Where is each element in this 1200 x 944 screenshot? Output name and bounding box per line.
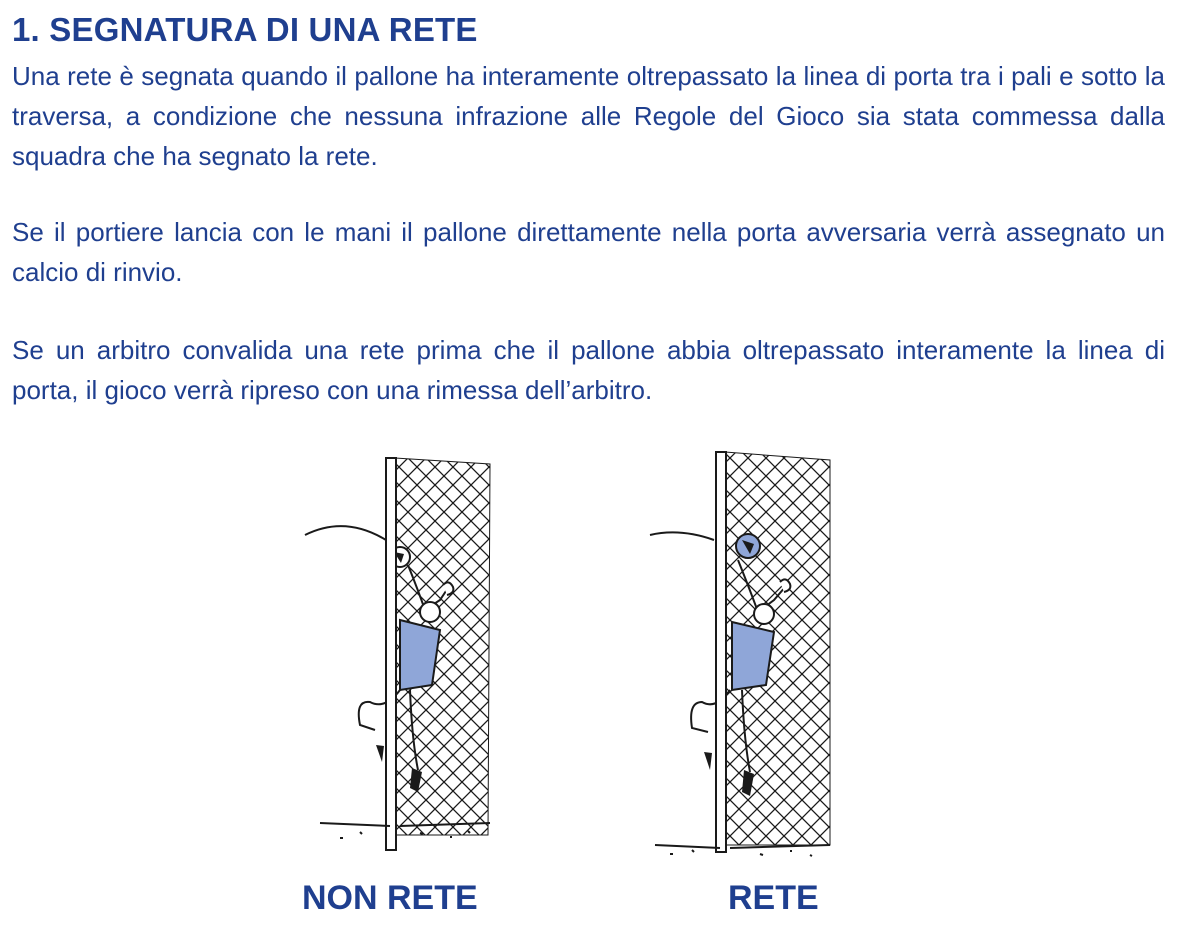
page-title: 1. SEGNATURA DI UNA RETE [12,11,478,48]
figure-no-goal [300,440,500,860]
goalkeeper-net-ball-inside-illustration-icon [640,440,840,860]
rule-paragraph-goal-scored: Una rete è segnata quando il pallone ha interamente oltrepassato la linea di porta tra i pali e sotto la traversa, a condizione che nessuna infrazione alle Regole del Gioco sia stata commessa dalla squadra che ha segnato la rete. [12,61,1165,171]
rule-paragraph-referee-error: Se un arbitro convalida una rete prima che il pallone abbia oltrepassato interamente la linea di porta, il gioco verrà ripreso con una rimessa dell’arbitro. [12,335,1165,405]
figure-goal [640,440,840,860]
caption-no-goal: NON RETE [302,879,478,917]
rule-paragraph-goalkeeper-throw: Se il portiere lancia con le mani il pallone direttamente nella porta avversaria verrà assegnato un calcio di rinvio. [12,217,1165,287]
caption-goal: RETE [728,879,819,917]
goalkeeper-net-ball-on-line-illustration-icon [300,440,500,860]
